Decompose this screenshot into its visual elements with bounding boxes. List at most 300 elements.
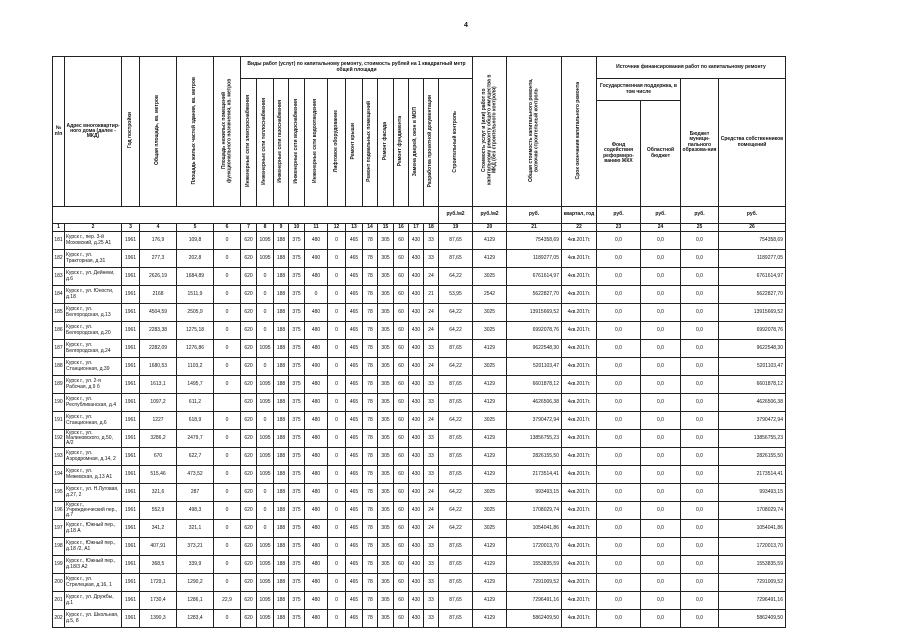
table-cell: 305 (378, 376, 394, 394)
table-cell: 0,0 (681, 394, 719, 412)
table-cell: 181 (53, 232, 65, 250)
table-cell: 0 (328, 322, 346, 340)
table-cell: 375 (289, 376, 305, 394)
table-cell: 188 (274, 556, 289, 574)
table-cell: 0,0 (597, 394, 641, 412)
column-number: 25 (681, 224, 719, 232)
table-cell: 5622827,70 (719, 286, 786, 304)
table-cell: 0,0 (641, 232, 681, 250)
unit-rub-d: руб. (681, 207, 719, 224)
table-cell: 24 (424, 268, 439, 286)
table-cell: 375 (289, 448, 305, 466)
header-w12: Разработка проектной документации (424, 79, 439, 207)
table-cell: 620 (241, 322, 257, 340)
table-cell: 60 (394, 394, 409, 412)
table-cell: 430 (409, 376, 424, 394)
header-functional-area: Площадь нежилых помещений функционального назначения, кв. метров (214, 57, 241, 207)
table-cell: 1095 (257, 610, 274, 628)
table-cell: 0 (214, 484, 241, 502)
table-cell: 1961 (122, 286, 140, 304)
table-cell: 78 (363, 484, 378, 502)
header-w5: Инженерные сети водоотведения (305, 79, 328, 207)
table-cell: 2826155,50 (719, 448, 786, 466)
table-cell: 1095 (257, 592, 274, 610)
table-cell: 6761614,97 (719, 268, 786, 286)
table-cell: 9622548,30 (719, 340, 786, 358)
table-cell: 78 (363, 610, 378, 628)
table-cell: 620 (241, 250, 257, 268)
address-cell: Курск г., Южный пер., д.18/3 А2 (65, 556, 122, 574)
header-w7: Ремонт крыши (346, 79, 363, 207)
units-row (53, 207, 786, 224)
table-cell: 0,0 (681, 268, 719, 286)
page-number: 4 (464, 22, 468, 29)
table-cell: 754358,69 (507, 232, 562, 250)
table-cell: 188 (274, 358, 289, 376)
table-cell: 305 (378, 466, 394, 484)
column-number: 24 (641, 224, 681, 232)
address-cell: Курск г., ул. Станционная, д.39 (65, 358, 122, 376)
table-cell: 620 (241, 286, 257, 304)
table-cell: 620 (241, 394, 257, 412)
table-cell: 87,65 (439, 592, 473, 610)
table-cell: 0 (257, 412, 274, 430)
table-cell: 480 (305, 430, 328, 448)
address-cell: Курск г., ул. Школьная, д.5, 8 (65, 610, 122, 628)
table-cell: 2283,38 (140, 322, 177, 340)
table-cell: 480 (305, 556, 328, 574)
table-cell: 490 (305, 358, 328, 376)
table-cell: 4кв.2017г. (562, 358, 597, 376)
column-number: 17 (409, 224, 424, 232)
table-cell: 1095 (257, 250, 274, 268)
table-cell: 64,22 (439, 412, 473, 430)
table-cell: 60 (394, 502, 409, 520)
table-cell: 1276,86 (177, 340, 214, 358)
table-cell: 78 (363, 304, 378, 322)
table-cell: 1961 (122, 592, 140, 610)
table-cell: 1283,4 (177, 610, 214, 628)
table-cell: 33 (424, 232, 439, 250)
table-cell: 0 (328, 448, 346, 466)
column-number: 18 (424, 224, 439, 232)
table-cell: 620 (241, 538, 257, 556)
table-cell: 60 (394, 484, 409, 502)
table-cell: 0,0 (597, 430, 641, 448)
table-cell: 198 (53, 538, 65, 556)
table-cell: 0,0 (681, 304, 719, 322)
table-cell: 1708029,74 (719, 502, 786, 520)
table-cell: 1720013,70 (507, 538, 562, 556)
table-cell: 430 (409, 322, 424, 340)
table-cell: 4кв.2017г. (562, 484, 597, 502)
table-cell: 33 (424, 556, 439, 574)
table-cell: 4кв.2017г. (562, 574, 597, 592)
capital-repair-table (52, 56, 786, 628)
table-cell: 33 (424, 394, 439, 412)
table-cell: 305 (378, 412, 394, 430)
table-cell: 0 (328, 574, 346, 592)
table-cell: 1095 (257, 232, 274, 250)
table-cell: 183 (53, 268, 65, 286)
table-cell: 87,65 (439, 232, 473, 250)
table-cell: 0,0 (641, 286, 681, 304)
table-cell: 60 (394, 520, 409, 538)
table-cell: 4626506,38 (507, 394, 562, 412)
table-cell: 620 (241, 592, 257, 610)
table-cell: 620 (241, 340, 257, 358)
address-cell: Курск г., ул. Аэродромная, д.14, 2 (65, 448, 122, 466)
table-cell: 1095 (257, 466, 274, 484)
table-cell: 375 (289, 340, 305, 358)
table-cell: 2626,19 (140, 268, 177, 286)
table-cell: 60 (394, 376, 409, 394)
table-cell: 4кв.2017г. (562, 376, 597, 394)
table-row (53, 610, 786, 628)
table-cell: 0,0 (641, 502, 681, 520)
table-cell: 465 (346, 430, 363, 448)
table-cell: 78 (363, 556, 378, 574)
table-cell: 305 (378, 556, 394, 574)
table-cell: 305 (378, 286, 394, 304)
table-cell: 60 (394, 412, 409, 430)
table-cell: 188 (274, 250, 289, 268)
table-cell: 0,0 (597, 502, 641, 520)
table-cell: 620 (241, 430, 257, 448)
table-cell: 375 (289, 430, 305, 448)
table-cell: 1720013,70 (719, 538, 786, 556)
table-cell: 465 (346, 304, 363, 322)
table-cell: 465 (346, 448, 363, 466)
table-cell: 24 (424, 412, 439, 430)
table-row (53, 412, 786, 430)
table-cell: 5862409,50 (507, 610, 562, 628)
table-cell: 0 (328, 430, 346, 448)
table-cell: 189 (53, 376, 65, 394)
table-cell: 305 (378, 484, 394, 502)
table-cell: 0 (214, 268, 241, 286)
table-cell: 480 (305, 376, 328, 394)
table-row (53, 430, 786, 448)
address-cell: Курск г., ул. Станционная, д.6 (65, 412, 122, 430)
table-cell: 3025 (473, 502, 507, 520)
table-cell: 2173514,41 (719, 466, 786, 484)
table-cell: 4кв.2017г. (562, 610, 597, 628)
table-cell: 1103,2 (177, 358, 214, 376)
table-cell: 0 (214, 430, 241, 448)
table-cell: 620 (241, 232, 257, 250)
table-cell: 4кв.2017г. (562, 412, 597, 430)
table-cell: 0,0 (597, 232, 641, 250)
table-cell: 430 (409, 430, 424, 448)
table-cell: 375 (289, 268, 305, 286)
table-cell: 1961 (122, 538, 140, 556)
table-cell: 0 (214, 538, 241, 556)
table-cell: 0,0 (641, 592, 681, 610)
table-cell: 33 (424, 574, 439, 592)
table-cell: 188 (53, 358, 65, 376)
table-cell: 465 (346, 322, 363, 340)
table-cell: 4кв.2017г. (562, 520, 597, 538)
table-cell: 473,52 (177, 466, 214, 484)
table-cell: 4кв.2017г. (562, 502, 597, 520)
header-w6: Лифтовое оборудование (328, 79, 346, 207)
table-cell: 33 (424, 340, 439, 358)
table-cell: 373,21 (177, 538, 214, 556)
table-cell: 197 (53, 520, 65, 538)
table-cell: 3025 (473, 484, 507, 502)
table-cell: 0,0 (597, 466, 641, 484)
table-cell: 620 (241, 556, 257, 574)
column-number-row (53, 224, 786, 232)
column-number: 26 (719, 224, 786, 232)
table-cell: 305 (378, 322, 394, 340)
table-cell: 4129 (473, 232, 507, 250)
table-row (53, 232, 786, 250)
table-cell: 1684,89 (177, 268, 214, 286)
table-cell: 188 (274, 340, 289, 358)
address-cell: Курск г., ул. 2-я Рабочая, д.9 б (65, 376, 122, 394)
table-cell: 480 (305, 412, 328, 430)
table-cell: 0 (214, 340, 241, 358)
table-cell: 87,65 (439, 448, 473, 466)
table-cell: 0,0 (597, 358, 641, 376)
table-cell: 1961 (122, 394, 140, 412)
column-number: 12 (328, 224, 346, 232)
table-cell: 5862409,50 (719, 610, 786, 628)
table-cell: 465 (346, 286, 363, 304)
table-cell: 1961 (122, 268, 140, 286)
table-cell: 64,22 (439, 358, 473, 376)
table-cell: 64,22 (439, 502, 473, 520)
table-row (53, 502, 786, 520)
table-cell: 3025 (473, 358, 507, 376)
address-cell: Курск г., ул. Тракторная, д.31 (65, 250, 122, 268)
table-cell: 620 (241, 502, 257, 520)
address-cell: Курск г., ул. Стрелецкая, д.16, 1 (65, 574, 122, 592)
table-cell: 4129 (473, 466, 507, 484)
table-row (53, 304, 786, 322)
table-cell: 87,65 (439, 466, 473, 484)
table-cell: 33 (424, 430, 439, 448)
table-cell: 0,0 (641, 376, 681, 394)
table-cell: 33 (424, 592, 439, 610)
table-cell: 0 (328, 592, 346, 610)
table-cell: 430 (409, 556, 424, 574)
column-number: 8 (257, 224, 274, 232)
table-cell: 4129 (473, 538, 507, 556)
table-cell: 430 (409, 520, 424, 538)
table-cell: 1095 (257, 538, 274, 556)
table-row (53, 448, 786, 466)
table-cell: 339,9 (177, 556, 214, 574)
table-cell: 78 (363, 358, 378, 376)
table-cell: 60 (394, 250, 409, 268)
header-w9: Ремонт фасада (378, 79, 394, 207)
table-cell: 375 (289, 610, 305, 628)
table-cell: 465 (346, 376, 363, 394)
table-cell: 0 (214, 232, 241, 250)
table-cell: 1095 (257, 574, 274, 592)
table-cell: 430 (409, 394, 424, 412)
table-cell: 465 (346, 340, 363, 358)
table-cell: 0 (328, 376, 346, 394)
table-cell: 620 (241, 376, 257, 394)
table-cell: 1961 (122, 520, 140, 538)
table-cell: 1961 (122, 340, 140, 358)
table-cell: 4кв.2017г. (562, 286, 597, 304)
table-cell: 4129 (473, 340, 507, 358)
table-cell: 480 (305, 466, 328, 484)
table-cell: 1511,9 (177, 286, 214, 304)
table-cell: 465 (346, 484, 363, 502)
table-cell: 0,0 (597, 376, 641, 394)
table-cell: 0 (328, 520, 346, 538)
table-cell: 430 (409, 340, 424, 358)
header-w8: Ремонт подвальных помещений (363, 79, 378, 207)
table-cell: 188 (274, 412, 289, 430)
header-w10: Ремонт фундамента (394, 79, 409, 207)
table-cell: 407,91 (140, 538, 177, 556)
table-cell: 64,22 (439, 322, 473, 340)
table-cell: 1095 (257, 340, 274, 358)
table-cell: 0 (214, 520, 241, 538)
table-cell: 465 (346, 250, 363, 268)
address-cell: Курск г., Учрежденческий пер., д.7 (65, 502, 122, 520)
table-cell: 0,0 (597, 412, 641, 430)
table-cell: 0 (328, 412, 346, 430)
table-cell: 7291009,52 (507, 574, 562, 592)
table-cell: 188 (274, 610, 289, 628)
address-cell: Курск г., ул. Малиновского, д.50, А/2 (65, 430, 122, 448)
table-cell: 1054041,86 (719, 520, 786, 538)
column-number: 23 (597, 224, 641, 232)
table-cell: 430 (409, 610, 424, 628)
table-row (53, 394, 786, 412)
table-cell: 465 (346, 268, 363, 286)
address-cell: Курск г., ул. Юности, д.18 (65, 286, 122, 304)
table-cell: 754358,69 (719, 232, 786, 250)
table-cell: 0,0 (681, 466, 719, 484)
table-cell: 13915669,52 (719, 304, 786, 322)
table-cell: 0,0 (681, 358, 719, 376)
table-cell: 87,65 (439, 610, 473, 628)
table-cell: 0,0 (597, 250, 641, 268)
table-cell: 13915669,52 (507, 304, 562, 322)
table-cell: 0 (214, 466, 241, 484)
table-cell: 993493,15 (507, 484, 562, 502)
table-cell: 7291009,52 (719, 574, 786, 592)
table-cell: 78 (363, 538, 378, 556)
table-cell: 60 (394, 556, 409, 574)
table-cell: 2168 (140, 286, 177, 304)
table-cell: 0,0 (641, 466, 681, 484)
table-cell: 321,1 (177, 520, 214, 538)
table-cell: 1290,2 (177, 574, 214, 592)
table-cell: 0,0 (597, 592, 641, 610)
table-cell: 1961 (122, 484, 140, 502)
table-cell: 1095 (257, 430, 274, 448)
table-cell: 0,0 (681, 376, 719, 394)
table-cell: 188 (274, 394, 289, 412)
header-living-area: Площадь жилых частей здания, кв. метров (177, 57, 214, 207)
table-cell: 620 (241, 610, 257, 628)
table-row (53, 286, 786, 304)
table-cell: 3025 (473, 304, 507, 322)
table-cell: 188 (274, 304, 289, 322)
table-cell: 3790472,94 (507, 412, 562, 430)
table-cell: 0 (257, 484, 274, 502)
table-cell: 430 (409, 502, 424, 520)
table-cell: 4626506,38 (719, 394, 786, 412)
table-cell: 24 (424, 520, 439, 538)
table-cell: 1227 (140, 412, 177, 430)
table-cell: 4129 (473, 448, 507, 466)
table-cell: 0,0 (597, 286, 641, 304)
table-cell: 0 (328, 340, 346, 358)
table-cell: 188 (274, 538, 289, 556)
table-cell: 33 (424, 610, 439, 628)
table-cell: 0,0 (641, 250, 681, 268)
table-cell: 13856755,23 (719, 430, 786, 448)
table-cell: 620 (241, 358, 257, 376)
table-cell: 620 (241, 574, 257, 592)
table-cell: 430 (409, 286, 424, 304)
column-number: 1 (53, 224, 65, 232)
table-cell: 480 (305, 322, 328, 340)
address-cell: Курск г., ул. Республиканская, д.4 (65, 394, 122, 412)
header-deadline: Срок окончания капитального ремонта (562, 57, 597, 207)
table-cell: 6992078,76 (719, 322, 786, 340)
table-cell: 465 (346, 232, 363, 250)
table-cell: 0,0 (597, 448, 641, 466)
table-cell: 60 (394, 286, 409, 304)
table-cell: 375 (289, 358, 305, 376)
table-cell: 0,0 (681, 520, 719, 538)
table-cell: 24 (424, 358, 439, 376)
table-cell: 305 (378, 502, 394, 520)
table-cell: 0,0 (681, 322, 719, 340)
table-cell: 430 (409, 484, 424, 502)
table-cell: 22,9 (214, 592, 241, 610)
table-cell: 0,0 (597, 610, 641, 628)
table-cell: 33 (424, 538, 439, 556)
table-cell: 1961 (122, 556, 140, 574)
table-cell: 0,0 (597, 520, 641, 538)
table-cell: 552,9 (140, 502, 177, 520)
table-cell: 0 (214, 286, 241, 304)
table-cell: 480 (305, 304, 328, 322)
table-cell: 60 (394, 232, 409, 250)
table-cell: 200 (53, 574, 65, 592)
table-cell: 5201103,47 (507, 358, 562, 376)
header-year: Год постройки (122, 57, 140, 207)
table-cell: 78 (363, 502, 378, 520)
table-cell: 305 (378, 250, 394, 268)
table-cell: 0 (257, 502, 274, 520)
table-cell: 60 (394, 304, 409, 322)
table-cell: 0,0 (597, 574, 641, 592)
table-cell: 0,0 (597, 268, 641, 286)
table-cell: 60 (394, 358, 409, 376)
table-cell: 305 (378, 430, 394, 448)
table-cell: 620 (241, 466, 257, 484)
table-cell: 2826155,50 (507, 448, 562, 466)
table-cell: 4129 (473, 430, 507, 448)
table-cell: 1961 (122, 574, 140, 592)
table-cell: 6761614,97 (507, 268, 562, 286)
table-cell: 0 (214, 376, 241, 394)
